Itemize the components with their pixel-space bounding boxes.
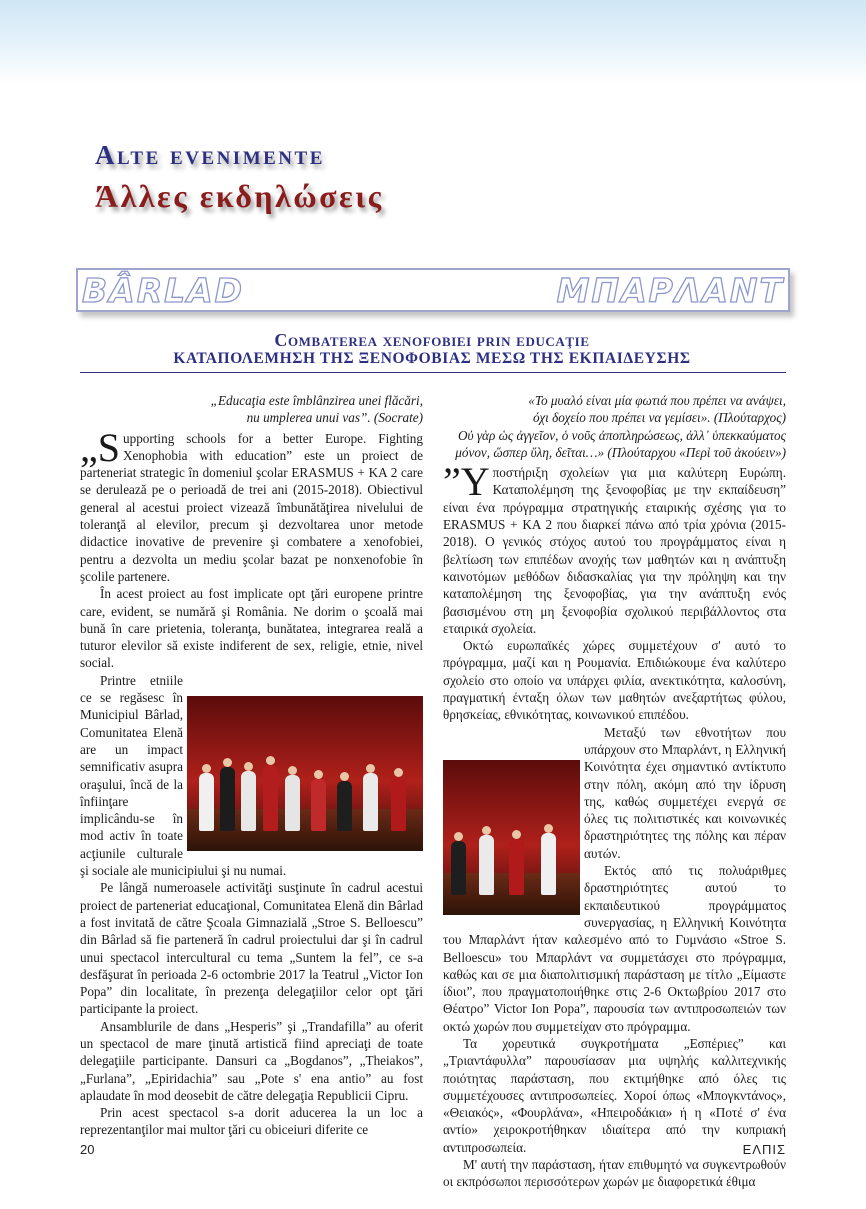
drop-cap: „S [80,424,120,470]
paragraph [80,424,423,586]
epigraph-line: nu umplerea unui vas”. (Socrate) [246,410,423,426]
section-title-greek: Άλλες εκδηλώσεις [95,178,384,214]
article-title [82,331,782,368]
paragraph: Τα χορευτικά συγκροτήματα „Εσπέριες” και „Τριαντάφυλλα” παρουσίασαν μια υψηλής καλλιτεχνικής ποιότητας παράσταση, που εκτιμήθηκε από όλες τις συμμετέχουσες αντιπροσωπείες. Χοροί όπως «Μπογκντάνος», «Θειακός», «Φουρλάνα», «Ηπειροδάκια» ή η «Ποτέ σ' ένα αντίο» χειροκροτήθηκαν ιδιαίτερα από την κυπριακή αντιπροσωπεία. [443,1035,786,1155]
paragraph-text: upporting schools for a better Europe. Fighting Xenophobia with education” este un proiect de parteneriat strategic în domeniul şcolar ERASMUS + KA 2 care se derulează pe o perioadă de trei ani (2015-2018). Obiectivul general al acestui proiect vizează îmbunătăţirea nivelului de toleranţă al elevilor, precum şi dezvoltarea unor metode didactice inovative de prevenire şi combatere a xenofobiei, pentru a dezvolta un mediu şcolar bazat pe nonxenofobie în şcolile partenere. [80,430,423,584]
page-number: 20 [80,1142,95,1157]
article-title-greek: ΚΑΤΑΠΟΛΕΜΗΣΗ ΤΗΣ ΞΕΝΟΦΟΒΙΑΣ ΜΕΣΩ ΤΗΣ ΕΚΠΑΙΔΕΥΣΗΣ [173,350,691,367]
paragraph: Pe lângă numeroasele activităţi susţinute în cadrul acestui proiect de parteneriat educaţional, Comunitatea Elenă din Bârlad a fost invitată de către Şcoala Gimnazială „Stroe S. Belloescu” din Bârlad să fie parteneră în cadrul proiectului dar şi în cadrul unui spectacol intercultural cu tema „Suntem la fel”, ce s-a desfăşurat în perioada 2-6 octombrie 2017 la Teatrul „Victor Ion Popa” din localitate, în prezenţa delegaţiilor celor opt ţări participante la proiect. [80,880,423,1017]
paragraph [80,672,423,880]
romanian-column [80,392,423,1139]
epigraph-greek [443,392,786,461]
paragraph: Εκτός από τις πολυάριθμες δραστηριότητες αυτού το εκπαιδευτικού προγράμματος συνεργασίας, η Ελληνική Κοινότητα του Μπαρλάντ ήταν καλεσμένο από το Γυμνάσιο «Stroe S. Belloescu» του Μπαρλάντ να συμμετάσχει στο πρόγραμμα, καθώς και σε μια διαπολιτισμική παράσταση με τίτλο „Είμαστε ίδιοι”, που πραγματοποιήθηκε στις 2-6 Οκτωβρίου 2017 στο Θέατρο” Victor Ion Popa”, παρουσία των αντιπροσωπειών των οκτώ χωρών που συμμετείχαν στο πρόγραμμα. [443,863,786,1034]
paragraph: Ansamblurile de dans „Hesperis” şi „Trandafilla” au oferit un spectacol de mare ţinută artistică fiind apreciaţi de toate delegaţiile participante. Dansuri ca „Bogdanos”, „Theiakos”, „Furlana”, „Epiridachia” sau „Pote s' ena antio” au fost aplaudate în mod deosebit de către delegaţia Republicii Cipru. [80,1018,423,1103]
top-gradient-band [0,0,866,84]
paragraph: Οκτώ ευρωπαϊκές χώρες συμμετέχουν σ' αυτό το πρόγραμμα, μαζί και η Ρουμανία. Επιδιώκουμε ένα καλύτερο σχολείο στο οποίο να υπάρχει φιλία, ανεκτικότητα, καλοσύνη, πραγματική ένταξη όλων των μαθητών ανεξαρτήτως φύλου, θρησκείας, εθνικότητας, κοινωνικού επιπέδου. [443,638,786,723]
section-title-romanian [95,140,325,171]
paragraph [443,459,786,637]
epigraph-line: „Educaţia este îmblânzirea unei flăcări, [210,393,423,408]
epigraph-line: μόνον, ὥσπερ ὕλη, δεῖται…» (Πλούταρχου «Περὶ τοῦ ἀκούειν») [455,444,786,460]
paragraph-text: Printre etniile ce se regăsesc în Municipiul Bârlad, Comunitatea Elenă are un impact semnificativ asupra oraşului, încă de la înfiinţare implicându-se în mod activ în toate acţiunile culturale şi sociale ale municipiului şi nu numai. [80,672,287,879]
greek-column [443,392,786,1191]
epigraph-line: «Το μυαλό είναι μία φωτιά που πρέπει να ανάψει, [528,393,786,408]
paragraph-text: Μεταξύ των εθνοτήτων που υπάρχουν στο Μπαρλάντ, η Ελληνική Κοινότητα έχει σημαντικό αντίκτυπο στην πόλη, ακόμη από την ίδρυση της, καθώς συμμετέχει ενεργά σε όλες τις πολιτιστικές και κοινωνικές δραστηριότητες της πόλης και πέραν αυτών. [584,724,786,861]
photo-continuation [443,760,580,915]
paragraph-text: ποστήριξη σχολείων για μια καλύτερη Ευρώπη. Καταπολέμηση της ξενοφοβίας με την εκπαίδευση” είναι ένα πρόγραμμα στρατηγικής εταιρικής σχέσης για το ERASMUS + KA 2 που διαρκεί πάνω από τρία χρόνια (2015-2018). Ο γενικός στόχος αυτού του προγράμματος είναι η βελτίωση των επιπέδων ανοχής των μαθητών και η ανάπτυξη καινοτόμων μεθόδων διδασκαλίας για την πρόληψη και την καταπολέμηση της ξενοφοβίας, για την ανάπτυξη ενός βασισμένου στη μη ξενοφοβία σχολικού περιβάλλοντος στα εταιρικά σχολεία. [443,465,786,636]
article-title-romanian: Combaterea xenofobiei prin educaţie [274,330,590,350]
city-banner [76,268,790,312]
paragraph: Prin acest spectacol s-a dorit aducerea la un loc a reprezentanţilor mai multor ţări cu obiceiuri diferite ce [80,1105,423,1138]
photo [187,696,423,851]
magazine-name: ΕΛΠΙΣ [742,1142,786,1157]
title-divider [80,372,786,373]
epigraph-line: όχι δοχείο που πρέπει να γεμίσει». (Πλούταρχος) [533,410,786,426]
paragraph: În acest proiect au fost implicate opt ţări europene printre care, evident, se numără şi România. Ne dorim o şcoală mai bună în care prietenia, toleranţa, bunătatea, integrarea reală a tuturor elevilor să existe indiferent de sex, religie, etnie, nivel social. [80,586,423,671]
epigraph-romanian [80,392,423,427]
drop-cap: ”Υ [443,459,490,505]
paragraph: Μ' αυτή την παράσταση, ήταν επιθυμητό να συγκεντρωθούν οι εκπρόσωποι περισσότερων χωρών με διαφορετικά έθιμα [443,1157,786,1190]
city-name-greek: ΜΠΑΡΛΑΝΤ [556,271,784,310]
paragraph [443,724,786,862]
section-title-ro-text: Alte evenimente [95,140,325,170]
epigraph-line: Οὐ γὰρ ὡς ἀγγεῖον, ὁ νοῦς ἀποπληρώσεως, ἀλλ᾽ ὑπεκκαύματος [457,427,786,443]
city-name-romanian: BÂRLAD [82,271,245,310]
